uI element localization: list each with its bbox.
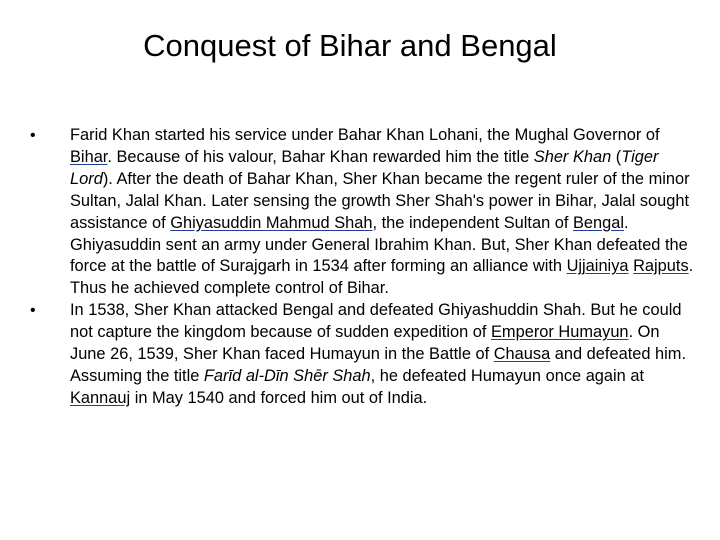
text-run: , he defeated Humayun once again at bbox=[370, 366, 645, 385]
text-run: In 1538, Sher Khan attacked Bengal and defeated Ghiyashuddin Shah. But he could not capture the kingdom because of sudden expedition of bbox=[70, 301, 682, 342]
text-run: , the independent Sultan of bbox=[372, 213, 573, 232]
text-run: . Thus he achieved complete control of Bihar. bbox=[70, 257, 694, 298]
bullet-item-2 bbox=[22, 300, 694, 410]
link-ujjainiya[interactable]: Ujjainiya bbox=[566, 257, 629, 276]
bullet-marker: • bbox=[30, 302, 36, 320]
text-run: . Ghiyasuddin sent an army under General Ibrahim Khan. But, Sher Khan defeated the force at the battle of Surajgarh in 1534 after forming an alliance with bbox=[70, 213, 688, 276]
emphasis-sher-khan: Sher Khan bbox=[533, 147, 612, 166]
text-run: ). After the death of Bahar Khan, Sher Khan became the regent ruler of the minor Sultan, Jalal Khan. Later sensing the growth Sher Shah's power in Bihar, Jalal sought assistance of bbox=[70, 169, 690, 232]
text-run: ( bbox=[611, 147, 622, 166]
text-run: Farid Khan started his service under Bahar Khan Lohani, the Mughal Governor of bbox=[70, 126, 660, 144]
text-run: . On June 26, 1539, Sher Khan faced Humayun in the Battle of bbox=[70, 323, 660, 364]
link-bengal[interactable]: Bengal bbox=[573, 213, 625, 232]
bullet-list bbox=[22, 125, 694, 410]
text-run: . Because of his valour, Bahar Khan rewarded him the title bbox=[107, 147, 534, 166]
link-chausa[interactable]: Chausa bbox=[493, 345, 551, 364]
text-run: and defeated him. Assuming the title bbox=[70, 345, 686, 385]
link-ghiyasuddin-mahmud-shah[interactable]: Ghiyasuddin Mahmud Shah bbox=[170, 213, 373, 232]
slide-title: Conquest of Bihar and Bengal bbox=[143, 28, 557, 63]
emphasis-tiger-lord: Tiger Lord bbox=[70, 147, 659, 188]
link-bihar[interactable]: Bihar bbox=[70, 147, 108, 166]
link-emperor-humayun[interactable]: Emperor Humayun bbox=[491, 323, 629, 342]
text-run: in May 1540 and forced him out of India. bbox=[130, 388, 428, 407]
link-kannauj[interactable]: Kannauj bbox=[70, 388, 131, 407]
bullet-marker: • bbox=[30, 127, 36, 144]
bullet-item-1 bbox=[22, 125, 694, 300]
link-rajputs[interactable]: Rajputs bbox=[633, 257, 689, 276]
emphasis-title: Farīd al-Dīn Shēr Shah bbox=[203, 366, 371, 385]
